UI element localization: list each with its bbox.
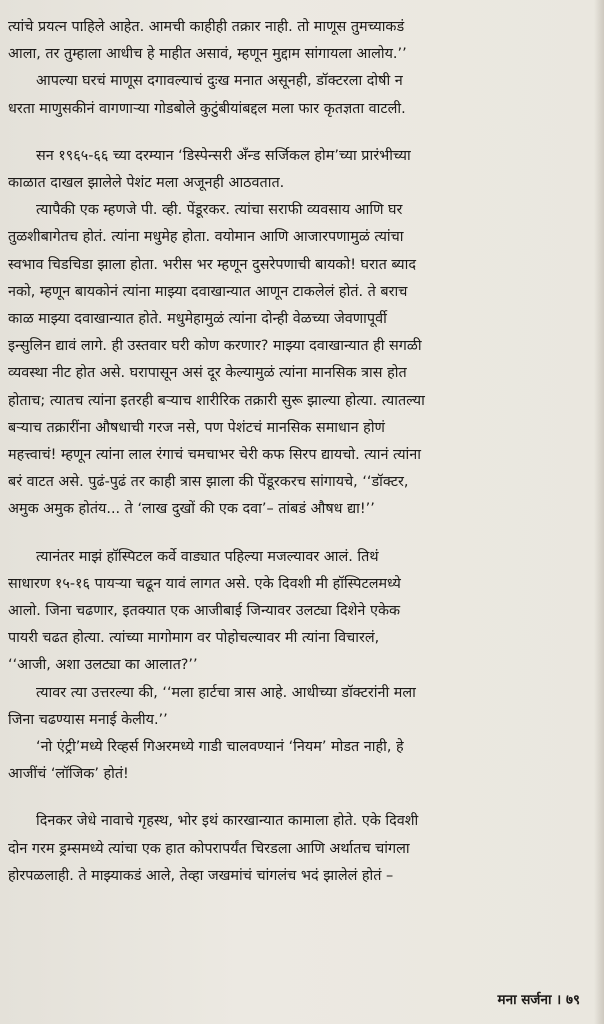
paragraph: [8, 808, 582, 890]
paragraph: [8, 143, 582, 197]
text-line: त्यावर त्या उत्तरल्या की, ‘‘मला हार्टचा त्रास आहे. आधीच्या डॉक्टरांनी मला: [36, 684, 416, 701]
text-line: धरता माणुसकीनं वागणाऱ्या गोडबोले कुटुंबीयांबद्दल मला फार कृतज्ञता वाटली.: [8, 100, 406, 117]
text-line: नको, म्हणून बायकोनं त्यांना माझ्या दवाखान्यात आणून टाकलेलं होतं. ते बराच: [8, 283, 408, 300]
text-line: काळात दाखल झालेले पेशंट मला अजूनही आठवतात.: [8, 175, 285, 192]
text-line: अमुक अमुक होतंय... ते ‘लाख दुखों की एक दवा’– तांबडं औषध द्या!’’: [8, 501, 375, 518]
text-line: आजींचं ‘लॉजिक’ होतं!: [8, 766, 129, 783]
paragraph-gap: [8, 123, 582, 143]
text-line: दिनकर जेधे नावाचे गृहस्थ, भोर इथं कारखान्यात कामाला होते. एके दिवशी: [36, 813, 419, 830]
text-line: बरं वाटत असे. पुढं-पुढं तर काही त्रास झाला की पेंडूरकरच सांगायचे, ‘‘डॉक्टर,: [8, 474, 409, 491]
text-line: साधारण १५-१६ पायऱ्या चढून यावं लागत असे. एके दिवशी मी हॉस्पिटलमध्ये: [8, 575, 401, 592]
text-line: महत्त्वाचं! म्हणून त्यांना लाल रंगाचं चमचाभर चेरी कफ सिरप द्यायचो. त्यानं त्यांना: [8, 447, 421, 464]
text-line: आलो. जिना चढणार, इतक्यात एक आजीबाई जिन्यावर उलट्या दिशेने एकेक: [8, 603, 401, 620]
paragraph: [8, 14, 582, 68]
paragraph: [8, 680, 582, 734]
text-line: बऱ्याच तक्रारींना औषधाची गरज नसे, पण पेशंटचं मानसिक समाधान होणं: [8, 419, 385, 436]
paragraph-gap: [8, 788, 582, 808]
text-line: पायरी चढत होत्या. त्यांच्या मागोमाग वर पोहोचल्यावर मी त्यांना विचारलं,: [8, 630, 380, 647]
paragraph: [8, 68, 582, 122]
body-text: [8, 14, 582, 890]
text-line: सन १९६५-६६ च्या दरम्यान ‘डिस्पेन्सरी अँन्ड सर्जिकल होम’च्या प्रारंभीच्या: [36, 147, 411, 164]
paragraph: [8, 197, 582, 523]
text-line: दोन गरम ड्रम्समध्ये त्यांचा एक हात कोपरापर्यंत चिरडला आणि अर्थातच चांगला: [8, 840, 410, 857]
text-line: जिना चढण्यास मनाई केलीय.’’: [8, 711, 168, 728]
text-line: आला, तर तुम्हाला आधीच हे माहीत असावं, म्हणून मुद्दाम सांगायला आलोय.’’: [8, 46, 407, 63]
text-line: काळ माझ्या दवाखान्यात होते. मधुमेहामुळं त्यांना दोन्ही वेळच्या जेवणापूर्वी: [8, 311, 387, 328]
text-line: होताच; त्यातच त्यांना इतरही बऱ्याच शारीरिक तक्रारी सुरू झाल्या होत्या. त्यातल्या: [8, 392, 425, 409]
text-line: त्यापैकी एक म्हणजे पी. व्ही. पेंडूरकर. त्यांचा सराफी व्यवसाय आणि घर: [36, 202, 403, 219]
text-line: ‘नो एंट्री’मध्ये रिव्हर्स गिअरमध्ये गाडी चालवण्यानं ‘नियम’ मोडत नाही, हे: [36, 739, 404, 756]
text-line: इन्सुलिन द्यावं लागे. ही उस्तवार घरी कोण करणार? माझ्या दवाखान्यात ही सगळी: [8, 338, 422, 355]
paragraph-gap: [8, 524, 582, 544]
text-line: ‘‘आजी, अशा उलट्या का आलात?’’: [8, 657, 198, 674]
text-line: त्यांचे प्रयत्न पाहिले आहेत. आमची काहीही तक्रार नाही. तो माणूस तुमच्याकडं: [8, 19, 405, 35]
text-line: स्वभाव चिडचिडा झाला होता. भरीस भर म्हणून दुसरेपणाची बायको! घरात ब्याद: [8, 256, 416, 273]
text-line: होरपळलाही. ते माझ्याकडं आले, तेव्हा जखमांचं चांगलंच भदं झालेलं होतं –: [8, 867, 394, 884]
paragraph: [8, 734, 582, 788]
paragraph: [8, 544, 582, 680]
text-line: तुळशीबागेतच होतं. त्यांना मधुमेह होता. वयोमान आणि आजारपणामुळं त्यांचा: [8, 229, 404, 246]
text-line: आपल्या घरचं माणूस दगावल्याचं दुःख मनात असूनही, डॉक्टरला दोषी न: [36, 73, 403, 90]
text-line: त्यानंतर माझं हॉस्पिटल कर्वे वाड्यात पहिल्या मजल्यावर आलं. तिथं: [36, 548, 379, 565]
text-line: व्यवस्था नीट होत असे. घरापासून असं दूर केल्यामुळं त्यांना मानसिक त्रास होत: [8, 365, 407, 382]
page-edge-shadow: [594, 0, 604, 1024]
page-footer: मना सर्जना । ७९: [497, 992, 580, 1008]
